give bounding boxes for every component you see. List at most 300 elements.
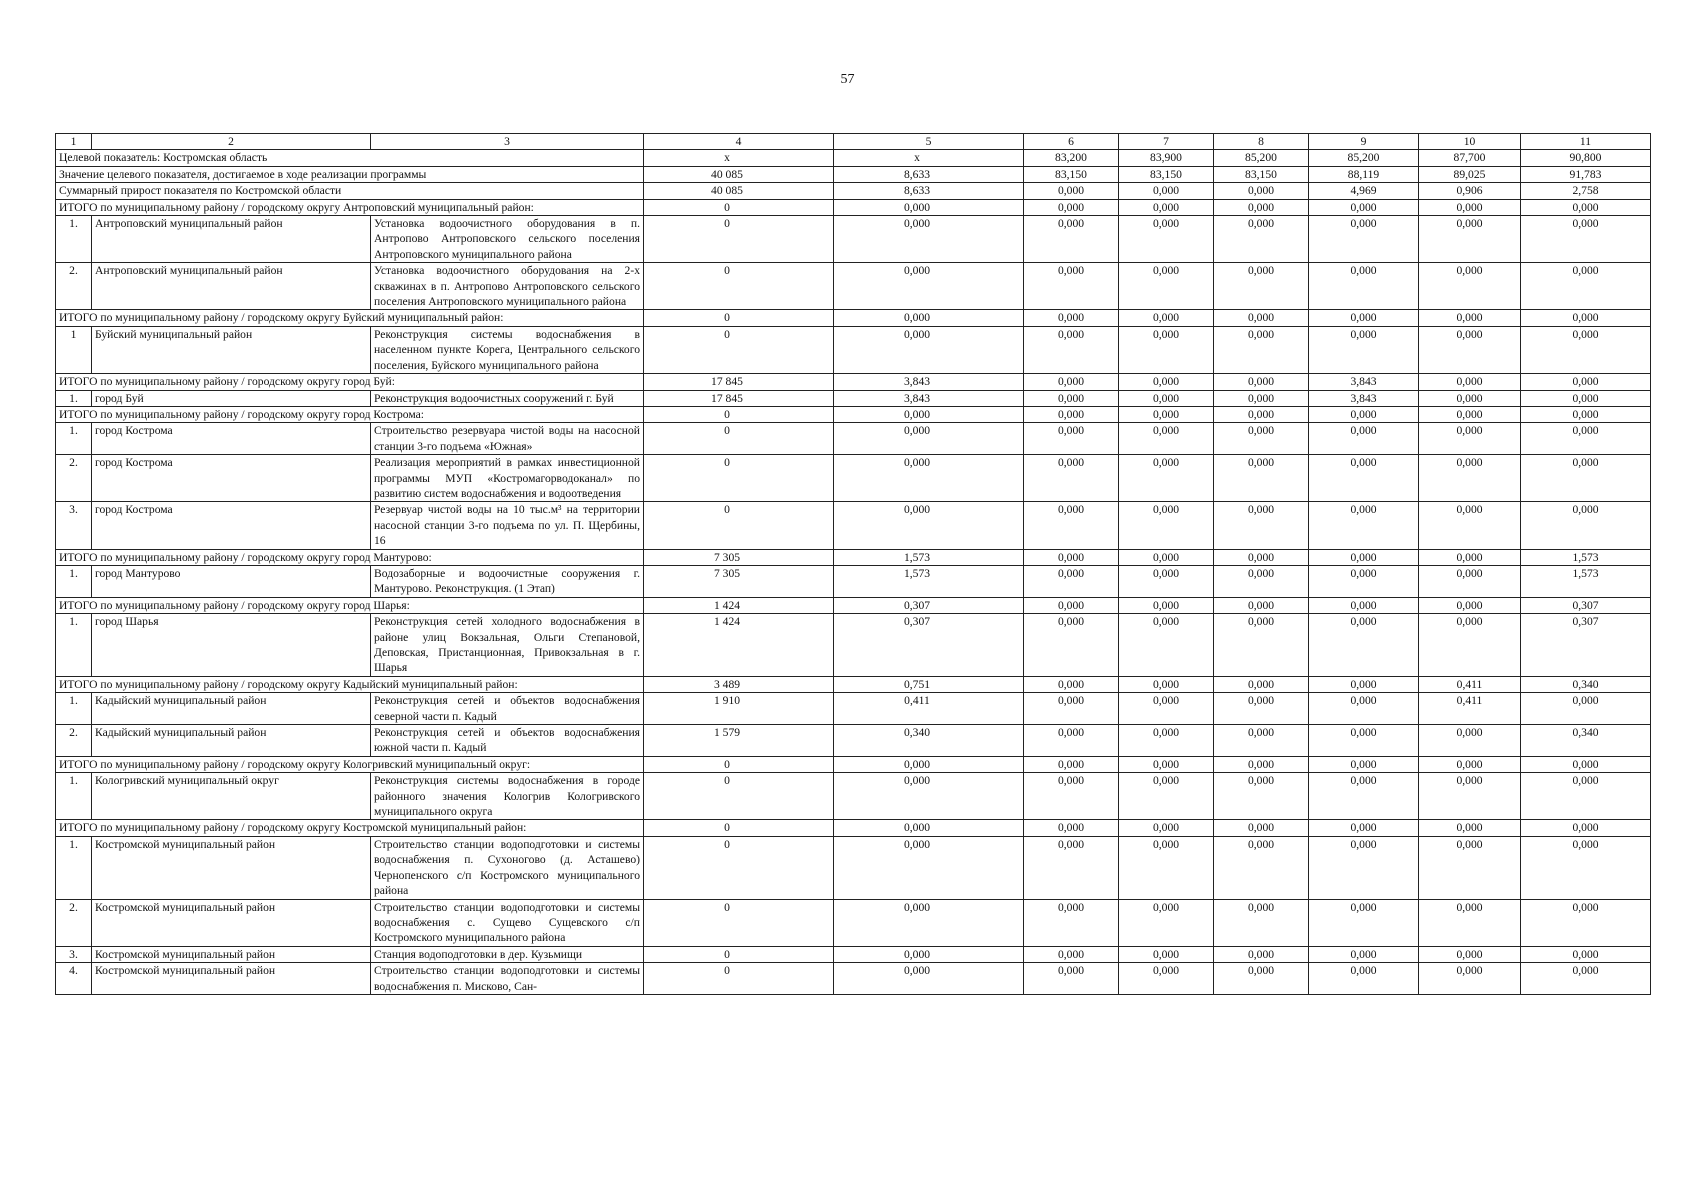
value-cell: 0,000 xyxy=(1119,756,1214,772)
total-label: ИТОГО по муниципальному району / городскому округу Кологривский муниципальный округ: xyxy=(56,756,644,772)
project-description: Строительство станции водоподготовки и системы водоснабжения п. Сухоногово (д. Асташево) Чернопенского с/п Костромского муниципального района xyxy=(371,836,644,899)
value-cell: 0,000 xyxy=(1309,310,1419,326)
value-cell: 0,000 xyxy=(1521,899,1651,946)
value-cell: 0,000 xyxy=(1119,183,1214,199)
value-cell: 0,000 xyxy=(1419,502,1521,549)
total-row xyxy=(56,199,1651,215)
value-cell: 0 xyxy=(644,326,834,373)
value-cell: 0,307 xyxy=(1521,597,1651,613)
municipality-name: Кологривский муниципальный округ xyxy=(92,773,371,820)
value-cell: 0,000 xyxy=(1521,423,1651,455)
value-cell: 0,000 xyxy=(1024,374,1119,390)
value-cell: 0,000 xyxy=(1521,455,1651,502)
value-cell: 0,000 xyxy=(1309,199,1419,215)
value-cell: 0,000 xyxy=(834,820,1024,836)
value-cell: 0,000 xyxy=(1419,310,1521,326)
row-index: 3. xyxy=(56,502,92,549)
municipality-name: город Кострома xyxy=(92,423,371,455)
value-cell: 0,000 xyxy=(1119,899,1214,946)
value-cell: 0,000 xyxy=(1419,963,1521,995)
table-row xyxy=(56,423,1651,455)
value-cell: 1 424 xyxy=(644,614,834,677)
value-cell: 0,000 xyxy=(1521,773,1651,820)
value-cell: 83,900 xyxy=(1119,150,1214,166)
table-row xyxy=(56,565,1651,597)
value-cell: 0,000 xyxy=(1521,406,1651,422)
table-row xyxy=(56,693,1651,725)
value-cell: 0,000 xyxy=(1521,756,1651,772)
table-row xyxy=(56,390,1651,406)
summary-label: Значение целевого показателя, достигаемое в ходе реализации программы xyxy=(56,166,644,182)
value-cell: 40 085 xyxy=(644,166,834,182)
value-cell: 0,000 xyxy=(1214,946,1309,962)
value-cell: 0,000 xyxy=(1419,549,1521,565)
value-cell: 0 xyxy=(644,946,834,962)
column-number-header: 6 xyxy=(1024,134,1119,150)
value-cell: 0,000 xyxy=(1521,326,1651,373)
value-cell: х xyxy=(644,150,834,166)
total-label: ИТОГО по муниципальному району / городскому округу Антроповский муниципальный район: xyxy=(56,199,644,215)
value-cell: 0,000 xyxy=(1024,946,1119,962)
value-cell: 0,340 xyxy=(834,725,1024,757)
value-cell: 0 xyxy=(644,263,834,310)
value-cell: 7 305 xyxy=(644,549,834,565)
project-description: Реконструкция водоочистных сооружений г. Буй xyxy=(371,390,644,406)
value-cell: 0,000 xyxy=(1521,820,1651,836)
column-number-header: 7 xyxy=(1119,134,1214,150)
value-cell: 0,000 xyxy=(834,263,1024,310)
project-description: Реконструкция системы водоснабжения в населенном пункте Корега, Центрального сельского поселения, Буйского муниципального района xyxy=(371,326,644,373)
value-cell: 0,000 xyxy=(1521,216,1651,263)
project-description: Реконструкция сетей холодного водоснабжения в районе улиц Вокзальная, Ольги Степановой, Деповская, Пристанционная, Привокзальная в г. Шарья xyxy=(371,614,644,677)
value-cell: 0,000 xyxy=(1119,455,1214,502)
value-cell: 85,200 xyxy=(1309,150,1419,166)
value-cell: 0,000 xyxy=(834,216,1024,263)
value-cell: 0,000 xyxy=(1419,216,1521,263)
value-cell: 0,000 xyxy=(1214,756,1309,772)
total-label: ИТОГО по муниципальному району / городскому округу город Мантурово: xyxy=(56,549,644,565)
value-cell: 0,000 xyxy=(1024,820,1119,836)
value-cell: 0 xyxy=(644,502,834,549)
table-row xyxy=(56,725,1651,757)
value-cell: 17 845 xyxy=(644,374,834,390)
value-cell: 0,000 xyxy=(1309,693,1419,725)
value-cell: 0,000 xyxy=(1419,820,1521,836)
value-cell: 0,000 xyxy=(1024,199,1119,215)
table-row xyxy=(56,614,1651,677)
value-cell: 0,000 xyxy=(1024,310,1119,326)
value-cell: 83,150 xyxy=(1024,166,1119,182)
total-row xyxy=(56,549,1651,565)
municipality-name: город Мантурово xyxy=(92,565,371,597)
value-cell: 0,000 xyxy=(1119,725,1214,757)
value-cell: 0,000 xyxy=(1024,263,1119,310)
value-cell: 0,000 xyxy=(1214,614,1309,677)
value-cell: 0,000 xyxy=(1419,946,1521,962)
value-cell: 0,000 xyxy=(1309,946,1419,962)
total-label: ИТОГО по муниципальному району / городскому округу Костромской муниципальный район: xyxy=(56,820,644,836)
value-cell: 91,783 xyxy=(1521,166,1651,182)
municipality-name: Антроповский муниципальный район xyxy=(92,216,371,263)
value-cell: 0,000 xyxy=(1119,374,1214,390)
value-cell: 0 xyxy=(644,423,834,455)
value-cell: 0,000 xyxy=(1521,946,1651,962)
table-row xyxy=(56,836,1651,899)
value-cell: 0,000 xyxy=(834,773,1024,820)
project-description: Станция водоподготовки в дер. Кузьмищи xyxy=(371,946,644,962)
table-row xyxy=(56,263,1651,310)
value-cell: 0,000 xyxy=(1214,549,1309,565)
value-cell: 0,000 xyxy=(1119,326,1214,373)
column-number-header: 9 xyxy=(1309,134,1419,150)
value-cell: 0,000 xyxy=(1214,390,1309,406)
value-cell: 0,000 xyxy=(1214,725,1309,757)
value-cell: 0,000 xyxy=(1214,899,1309,946)
municipality-name: Кадыйский муниципальный район xyxy=(92,693,371,725)
municipality-name: Антроповский муниципальный район xyxy=(92,263,371,310)
value-cell: 0,000 xyxy=(834,199,1024,215)
table-row xyxy=(56,216,1651,263)
value-cell: 0,000 xyxy=(834,946,1024,962)
table-row xyxy=(56,326,1651,373)
total-row xyxy=(56,374,1651,390)
value-cell: 0,000 xyxy=(1024,406,1119,422)
data-table xyxy=(55,133,1651,995)
value-cell: 0,000 xyxy=(834,326,1024,373)
total-label: ИТОГО по муниципальному району / городскому округу город Кострома: xyxy=(56,406,644,422)
value-cell: 0,000 xyxy=(1214,183,1309,199)
municipality-name: Костромской муниципальный район xyxy=(92,963,371,995)
value-cell: 0,000 xyxy=(1419,406,1521,422)
value-cell: 0,000 xyxy=(1119,963,1214,995)
value-cell: 0,000 xyxy=(1309,899,1419,946)
column-number-header: 1 xyxy=(56,134,92,150)
value-cell: 0,000 xyxy=(1214,263,1309,310)
value-cell: 0 xyxy=(644,820,834,836)
value-cell: 0,000 xyxy=(1309,773,1419,820)
value-cell: 0,000 xyxy=(1309,597,1419,613)
value-cell: 0 xyxy=(644,216,834,263)
table-row xyxy=(56,773,1651,820)
value-cell: 0 xyxy=(644,836,834,899)
value-cell: 0,000 xyxy=(1119,693,1214,725)
value-cell: 0,000 xyxy=(1214,216,1309,263)
project-description: Реконструкция сетей и объектов водоснабжения южной части п. Кадый xyxy=(371,725,644,757)
value-cell: 0,000 xyxy=(834,406,1024,422)
project-description: Строительство резервуара чистой воды на насосной станции 3-го подъема «Южная» xyxy=(371,423,644,455)
value-cell: 8,633 xyxy=(834,166,1024,182)
value-cell: 87,700 xyxy=(1419,150,1521,166)
municipality-name: Костромской муниципальный район xyxy=(92,836,371,899)
value-cell: 0 xyxy=(644,899,834,946)
value-cell: 0,000 xyxy=(834,756,1024,772)
value-cell: 4,969 xyxy=(1309,183,1419,199)
column-number-header: 3 xyxy=(371,134,644,150)
value-cell: 89,025 xyxy=(1419,166,1521,182)
value-cell: 0,000 xyxy=(1214,820,1309,836)
value-cell: 0,000 xyxy=(1024,216,1119,263)
value-cell: 0,000 xyxy=(1119,310,1214,326)
value-cell: 3,843 xyxy=(1309,390,1419,406)
value-cell: 0,411 xyxy=(834,693,1024,725)
page-number: 57 xyxy=(840,72,855,87)
value-cell: 0,000 xyxy=(1119,946,1214,962)
value-cell: 0,000 xyxy=(1521,502,1651,549)
row-index: 2. xyxy=(56,455,92,502)
value-cell: 0,000 xyxy=(1521,693,1651,725)
project-description: Реконструкция сетей и объектов водоснабжения северной части п. Кадый xyxy=(371,693,644,725)
value-cell: 0,000 xyxy=(1214,326,1309,373)
value-cell: 0,000 xyxy=(1521,310,1651,326)
value-cell: 0,000 xyxy=(1309,836,1419,899)
value-cell: 3,843 xyxy=(834,390,1024,406)
summary-label: Суммарный прирост показателя по Костромской области xyxy=(56,183,644,199)
value-cell: 0,000 xyxy=(1024,725,1119,757)
value-cell: 0,000 xyxy=(1214,676,1309,692)
value-cell: 0,000 xyxy=(1119,614,1214,677)
value-cell: 0,000 xyxy=(1309,549,1419,565)
value-cell: 83,150 xyxy=(1119,166,1214,182)
total-row xyxy=(56,820,1651,836)
summary-row xyxy=(56,166,1651,182)
table-row xyxy=(56,899,1651,946)
value-cell: 0,000 xyxy=(1024,773,1119,820)
project-description: Реконструкция системы водоснабжения в городе районного значения Кологрив Кологривского муниципального округа xyxy=(371,773,644,820)
value-cell: 0,000 xyxy=(1521,390,1651,406)
value-cell: 0,000 xyxy=(1119,773,1214,820)
value-cell: 40 085 xyxy=(644,183,834,199)
value-cell: 0,000 xyxy=(1024,597,1119,613)
value-cell: 0,000 xyxy=(1419,614,1521,677)
value-cell: 0,906 xyxy=(1419,183,1521,199)
value-cell: 0,000 xyxy=(1024,326,1119,373)
table-header-row xyxy=(56,134,1651,150)
value-cell: 0,000 xyxy=(1024,455,1119,502)
row-index: 3. xyxy=(56,946,92,962)
value-cell: 3,843 xyxy=(834,374,1024,390)
value-cell: 0,000 xyxy=(1309,263,1419,310)
value-cell: 0,000 xyxy=(1119,676,1214,692)
table-row xyxy=(56,502,1651,549)
value-cell: 0,000 xyxy=(834,423,1024,455)
value-cell: 0,411 xyxy=(1419,693,1521,725)
value-cell: 2,758 xyxy=(1521,183,1651,199)
summary-row xyxy=(56,150,1651,166)
value-cell: 83,200 xyxy=(1024,150,1119,166)
municipality-name: город Кострома xyxy=(92,455,371,502)
column-number-header: 2 xyxy=(92,134,371,150)
value-cell: 0,000 xyxy=(1024,183,1119,199)
value-cell: 0,000 xyxy=(1309,216,1419,263)
value-cell: 0,000 xyxy=(1214,963,1309,995)
value-cell: 0,000 xyxy=(1419,836,1521,899)
value-cell: 0,000 xyxy=(834,899,1024,946)
value-cell: 0,000 xyxy=(1024,614,1119,677)
value-cell: 0,000 xyxy=(1024,502,1119,549)
value-cell: 0,000 xyxy=(1309,676,1419,692)
project-description: Реализация мероприятий в рамках инвестиционной программы МУП «Костромагорводоканал» по развитию систем водоснабжения и водоотведения xyxy=(371,455,644,502)
value-cell: 0,000 xyxy=(1419,423,1521,455)
value-cell: 0,000 xyxy=(1309,502,1419,549)
project-description: Установка водоочистного оборудования в п. Антропово Антроповского сельского поселения Антроповского муниципального района xyxy=(371,216,644,263)
row-index: 1. xyxy=(56,693,92,725)
value-cell: 0,000 xyxy=(1214,565,1309,597)
value-cell: 0,340 xyxy=(1521,725,1651,757)
row-index: 1. xyxy=(56,423,92,455)
value-cell: 0,000 xyxy=(1119,502,1214,549)
value-cell: 0,000 xyxy=(1119,549,1214,565)
value-cell: 0,000 xyxy=(1214,693,1309,725)
municipality-name: город Буй xyxy=(92,390,371,406)
total-label: ИТОГО по муниципальному району / городскому округу город Шарья: xyxy=(56,597,644,613)
row-index: 4. xyxy=(56,963,92,995)
value-cell: 0,000 xyxy=(1024,676,1119,692)
value-cell: 0,000 xyxy=(1309,756,1419,772)
value-cell: 0,000 xyxy=(1419,756,1521,772)
value-cell: 0,000 xyxy=(1419,773,1521,820)
municipality-name: город Кострома xyxy=(92,502,371,549)
municipality-name: Буйский муниципальный район xyxy=(92,326,371,373)
value-cell: 1,573 xyxy=(1521,565,1651,597)
row-index: 1 xyxy=(56,326,92,373)
value-cell: 0,000 xyxy=(1214,773,1309,820)
summary-label: Целевой показатель: Костромская область xyxy=(56,150,644,166)
value-cell: 0,000 xyxy=(1214,597,1309,613)
column-number-header: 8 xyxy=(1214,134,1309,150)
value-cell: 0,000 xyxy=(1419,597,1521,613)
value-cell: 0,000 xyxy=(1024,836,1119,899)
value-cell: 1,573 xyxy=(834,549,1024,565)
value-cell: 0 xyxy=(644,455,834,502)
value-cell: 1 910 xyxy=(644,693,834,725)
total-row xyxy=(56,756,1651,772)
value-cell: 0,000 xyxy=(1119,216,1214,263)
value-cell: 0,000 xyxy=(1119,390,1214,406)
value-cell: 1,573 xyxy=(1521,549,1651,565)
value-cell: 0 xyxy=(644,406,834,422)
value-cell: 0,000 xyxy=(1024,565,1119,597)
value-cell: 0,000 xyxy=(1521,836,1651,899)
column-number-header: 10 xyxy=(1419,134,1521,150)
value-cell: 8,633 xyxy=(834,183,1024,199)
value-cell: 0,307 xyxy=(834,614,1024,677)
row-index: 1. xyxy=(56,614,92,677)
value-cell: 0,000 xyxy=(1521,374,1651,390)
value-cell: 0,000 xyxy=(1024,693,1119,725)
value-cell: 1,573 xyxy=(834,565,1024,597)
value-cell: 3 489 xyxy=(644,676,834,692)
value-cell: 0,000 xyxy=(1214,310,1309,326)
total-label: ИТОГО по муниципальному району / городскому округу город Буй: xyxy=(56,374,644,390)
column-number-header: 11 xyxy=(1521,134,1651,150)
value-cell: 0,000 xyxy=(1119,263,1214,310)
value-cell: 0,000 xyxy=(1309,614,1419,677)
value-cell: 0,000 xyxy=(1419,455,1521,502)
municipality-name: Костромской муниципальный район xyxy=(92,899,371,946)
value-cell: 90,800 xyxy=(1521,150,1651,166)
value-cell: 0,000 xyxy=(1309,820,1419,836)
value-cell: 1 424 xyxy=(644,597,834,613)
value-cell: 0,000 xyxy=(1119,199,1214,215)
value-cell: 0,000 xyxy=(1309,725,1419,757)
value-cell: 0 xyxy=(644,310,834,326)
value-cell: 0,000 xyxy=(834,455,1024,502)
municipality-name: город Шарья xyxy=(92,614,371,677)
value-cell: 0,000 xyxy=(1119,406,1214,422)
total-row xyxy=(56,597,1651,613)
value-cell: 0,000 xyxy=(1309,423,1419,455)
value-cell: 0,000 xyxy=(1309,326,1419,373)
value-cell: 0,340 xyxy=(1521,676,1651,692)
project-description: Установка водоочистного оборудования на 2-х скважинах в п. Антропово Антроповского сельского поселения Антроповского муниципального района xyxy=(371,263,644,310)
value-cell: 3,843 xyxy=(1309,374,1419,390)
value-cell: 0,000 xyxy=(1024,549,1119,565)
value-cell: 0,000 xyxy=(1309,565,1419,597)
value-cell: 0 xyxy=(644,773,834,820)
row-index: 1. xyxy=(56,836,92,899)
value-cell: 0,751 xyxy=(834,676,1024,692)
value-cell: 0 xyxy=(644,199,834,215)
value-cell: 0,000 xyxy=(1119,820,1214,836)
value-cell: 0,000 xyxy=(1024,390,1119,406)
value-cell: 0,000 xyxy=(1119,597,1214,613)
row-index: 2. xyxy=(56,263,92,310)
total-row xyxy=(56,676,1651,692)
value-cell: 0,000 xyxy=(1521,963,1651,995)
row-index: 2. xyxy=(56,725,92,757)
value-cell: 0,000 xyxy=(1214,199,1309,215)
value-cell: 0,000 xyxy=(1419,565,1521,597)
value-cell: 0,000 xyxy=(1024,423,1119,455)
value-cell: 0,000 xyxy=(1024,899,1119,946)
value-cell: 0,000 xyxy=(1419,199,1521,215)
value-cell: 17 845 xyxy=(644,390,834,406)
municipality-name: Кадыйский муниципальный район xyxy=(92,725,371,757)
total-row xyxy=(56,406,1651,422)
value-cell: 0,000 xyxy=(1024,963,1119,995)
column-number-header: 4 xyxy=(644,134,834,150)
municipality-name: Костромской муниципальный район xyxy=(92,946,371,962)
value-cell: 0,000 xyxy=(1119,565,1214,597)
value-cell: 0,000 xyxy=(1419,899,1521,946)
value-cell: 0,000 xyxy=(1419,263,1521,310)
value-cell: 0,000 xyxy=(1214,502,1309,549)
row-index: 1. xyxy=(56,390,92,406)
value-cell: 0,000 xyxy=(1521,199,1651,215)
value-cell: 0,000 xyxy=(834,963,1024,995)
table-row xyxy=(56,946,1651,962)
value-cell: 88,119 xyxy=(1309,166,1419,182)
value-cell: 0,000 xyxy=(834,836,1024,899)
project-description: Водозаборные и водоочистные сооружения г. Мантурово. Реконструкция. (1 Этап) xyxy=(371,565,644,597)
value-cell: 0,000 xyxy=(1309,455,1419,502)
table-row xyxy=(56,963,1651,995)
total-row xyxy=(56,310,1651,326)
value-cell: 0,000 xyxy=(834,310,1024,326)
value-cell: 0 xyxy=(644,963,834,995)
value-cell: 85,200 xyxy=(1214,150,1309,166)
value-cell: 0,000 xyxy=(1309,963,1419,995)
table-row xyxy=(56,455,1651,502)
value-cell: 0,411 xyxy=(1419,676,1521,692)
value-cell: 0,307 xyxy=(834,597,1024,613)
total-label: ИТОГО по муниципальному району / городскому округу Буйский муниципальный район: xyxy=(56,310,644,326)
value-cell: х xyxy=(834,150,1024,166)
value-cell: 0,000 xyxy=(1214,455,1309,502)
value-cell: 0,000 xyxy=(1419,374,1521,390)
value-cell: 0,000 xyxy=(1419,326,1521,373)
row-index: 1. xyxy=(56,216,92,263)
